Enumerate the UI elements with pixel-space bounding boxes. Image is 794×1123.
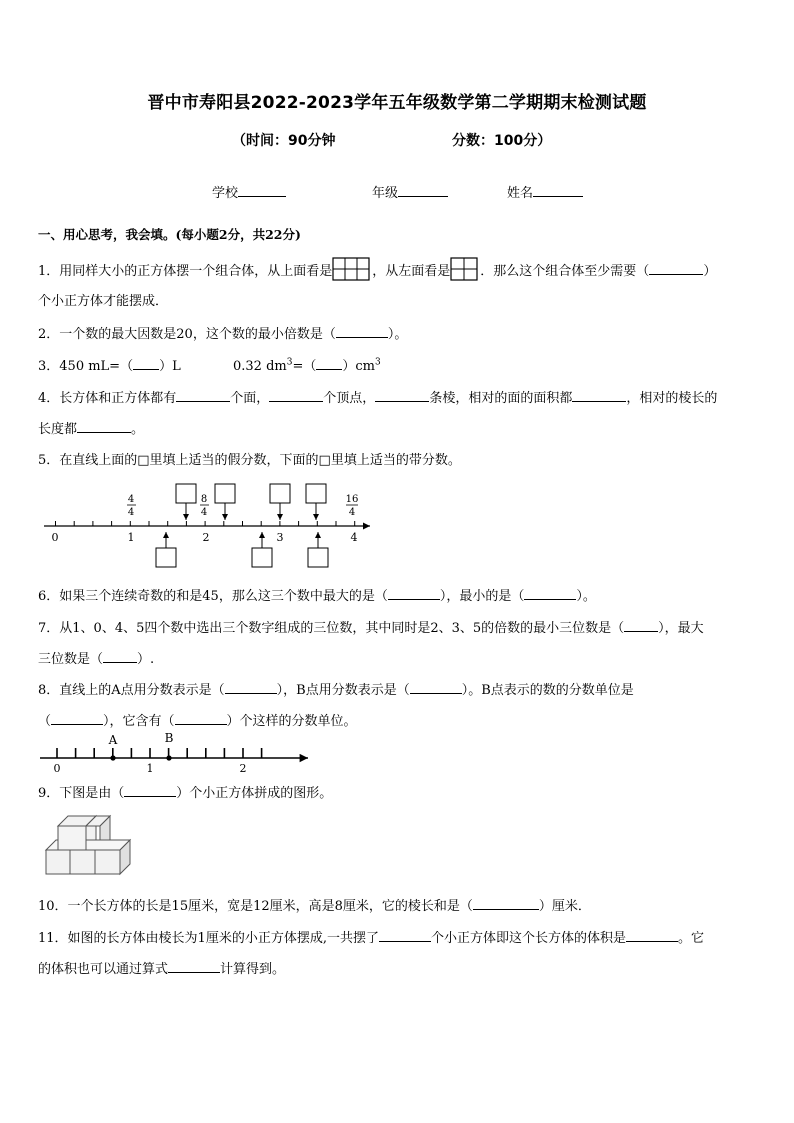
question-6 xyxy=(38,585,596,604)
q7-text-a: 7．从1、0、4、5四个数中选出三个数字组成的三位数，其中同时是2、3、5的倍数的最小三位数是（ xyxy=(38,621,625,636)
q4-text-g: 。 xyxy=(131,422,145,437)
answer-blank[interactable] xyxy=(375,389,429,402)
q1-text-e: 个小正方体才能摆成． xyxy=(38,294,169,309)
q3-text-e: =（ xyxy=(292,359,317,374)
answer-box[interactable] xyxy=(252,548,272,567)
school-label: 学校 xyxy=(212,186,239,201)
school-field[interactable] xyxy=(212,182,286,201)
answer-blank[interactable] xyxy=(649,262,703,275)
answer-box[interactable] xyxy=(215,484,235,503)
cubes-figure xyxy=(40,808,134,876)
question-8 xyxy=(38,679,634,698)
answer-blank[interactable] xyxy=(410,681,462,694)
q1-text-d: ） xyxy=(703,264,717,279)
q2-text-b: ）。 xyxy=(387,327,408,342)
tick-label: 1 xyxy=(146,762,154,775)
point-a xyxy=(110,755,115,760)
exam-time: （时间：90分钟 xyxy=(232,133,336,149)
answer-blank[interactable] xyxy=(168,960,220,973)
q11-text-e: 计算得到。 xyxy=(220,962,286,977)
tick-label: 2 xyxy=(239,762,247,775)
q3-text-a: 3．450 mL=（ xyxy=(38,359,134,374)
question-3 xyxy=(38,355,381,374)
point-b xyxy=(166,755,171,760)
q8-text-d: （ xyxy=(38,714,52,729)
answer-blank[interactable] xyxy=(524,587,576,600)
q3-text-f: ）cm xyxy=(342,359,375,374)
tick-label: 3 xyxy=(276,531,284,544)
q6-text-b: ），最小的是（ xyxy=(439,589,525,604)
q9-text-a: 9．下图是由（ xyxy=(38,786,125,801)
q7-text-b: ），最大 xyxy=(658,621,704,636)
q4-text-b: 个面， xyxy=(230,391,270,406)
q8-text-c: ）。B点表示的数的分数单位是 xyxy=(461,683,634,698)
tick-label: 0 xyxy=(51,531,59,544)
tick-label: 4 xyxy=(350,531,358,544)
tick-label: 0 xyxy=(53,762,61,775)
q4-text-a: 4．长方体和正方体都有 xyxy=(38,391,177,406)
q10-text-b: ）厘米． xyxy=(538,899,591,914)
q6-text-c: ）。 xyxy=(576,589,596,604)
name-label: 姓名 xyxy=(507,186,534,201)
fraction-denominator: 4 xyxy=(200,507,208,518)
answer-box[interactable] xyxy=(156,548,176,567)
answer-blank[interactable] xyxy=(379,929,431,942)
question-1 xyxy=(38,257,716,283)
q3-text-b: ）L xyxy=(159,359,181,374)
q3-exp1: 3 xyxy=(286,357,293,368)
question-2 xyxy=(38,323,407,342)
answer-blank[interactable] xyxy=(626,929,678,942)
answer-blank[interactable] xyxy=(103,650,137,663)
page-title: 晋中市寿阳县2022-2023学年五年级数学第二学期期末检测试题 xyxy=(147,93,647,113)
answer-blank[interactable] xyxy=(316,357,342,370)
top-view-figure xyxy=(332,257,372,283)
q8-text-a: 8．直线上的A点用分数表示是（ xyxy=(38,683,225,698)
question-10 xyxy=(38,895,591,914)
q8-number-line xyxy=(38,730,318,776)
q7-text-c: 三位数是（ xyxy=(38,652,104,667)
answer-box[interactable] xyxy=(270,484,290,503)
q11-text-b: 个小正方体即这个长方体的体积是 xyxy=(430,931,626,946)
q8-text-f: ）个这样的分数单位。 xyxy=(226,714,357,729)
q11-text-a: 11．如图的长方体由棱长为1厘米的小正方体摆成,一共摆了 xyxy=(38,931,379,946)
question-7 xyxy=(38,617,704,636)
q8-text-e: ），它含有（ xyxy=(103,714,175,729)
question-8-cont xyxy=(38,710,357,729)
q7-text-d: ）. xyxy=(137,652,155,667)
question-11 xyxy=(38,927,704,946)
q5-text: 5．在直线上面的□里填上适当的假分数，下面的□里填上适当的带分数。 xyxy=(38,453,461,468)
answer-box[interactable] xyxy=(308,548,328,567)
tick-label: 2 xyxy=(202,531,210,544)
q4-text-e: ，相对的棱长的 xyxy=(626,391,718,406)
q3-text-c: 0.32 dm xyxy=(233,359,287,374)
fraction-denominator: 4 xyxy=(127,507,135,518)
q1-text-c: ．那么这个组合体至少需要（ xyxy=(480,264,650,279)
q4-text-f: 长度都 xyxy=(38,422,78,437)
answer-blank[interactable] xyxy=(473,897,539,910)
answer-blank[interactable] xyxy=(77,420,131,433)
exam-score: 分数：100分） xyxy=(452,133,552,149)
question-4 xyxy=(38,387,717,406)
fraction-numerator: 16 xyxy=(345,494,359,505)
answer-box[interactable] xyxy=(306,484,326,503)
question-9 xyxy=(38,782,332,801)
left-view-figure xyxy=(450,257,480,283)
q1-text-a: 1．用同样大小的正方体摆一个组合体，从上面看是 xyxy=(38,264,333,279)
point-a-label: A xyxy=(108,733,118,747)
answer-blank[interactable] xyxy=(133,357,159,370)
point-b-label: B xyxy=(164,731,174,745)
question-11-cont xyxy=(38,958,285,977)
section-heading: 一、用心思考，我会填。(每小题2分，共22分) xyxy=(38,227,301,242)
fraction-numerator: 4 xyxy=(127,494,135,505)
q4-text-d: 条棱，相对的面的面积都 xyxy=(429,391,573,406)
answer-box[interactable] xyxy=(176,484,196,503)
answer-blank[interactable] xyxy=(269,389,323,402)
q3-exp2: 3 xyxy=(374,357,381,368)
tick-label: 1 xyxy=(127,531,135,544)
answer-blank[interactable] xyxy=(51,712,103,725)
answer-blank[interactable] xyxy=(388,587,440,600)
q4-text-c: 个顶点， xyxy=(323,391,376,406)
q1-text-b: ，从左面看是 xyxy=(372,264,451,279)
fraction-denominator: 4 xyxy=(348,507,356,518)
answer-blank[interactable] xyxy=(124,784,176,797)
answer-blank[interactable] xyxy=(175,712,227,725)
q2-text-a: 2．一个数的最大因数是20，这个数的最小倍数是（ xyxy=(38,327,336,342)
answer-blank[interactable] xyxy=(624,619,658,632)
q11-text-d: 的体积也可以通过算式 xyxy=(38,962,169,977)
answer-blank[interactable] xyxy=(176,389,230,402)
grade-field[interactable] xyxy=(372,182,448,201)
q5-number-line xyxy=(38,480,378,572)
question-7-cont xyxy=(38,648,154,667)
q8-text-b: ），B点用分数表示是（ xyxy=(276,683,410,698)
q10-text-a: 10．一个长方体的长是15厘米，宽是12厘米，高是8厘米，它的棱长和是（ xyxy=(38,899,473,914)
q9-text-b: ）个小正方体拼成的图形。 xyxy=(176,786,333,801)
q6-text-a: 6．如果三个连续奇数的和是45，那么这三个数中最大的是（ xyxy=(38,589,388,604)
answer-blank[interactable] xyxy=(572,389,626,402)
name-field[interactable] xyxy=(507,182,583,201)
q11-text-c: 。它 xyxy=(677,931,704,946)
answer-blank[interactable] xyxy=(225,681,277,694)
grade-label: 年级 xyxy=(372,186,399,201)
fraction-numerator: 8 xyxy=(200,494,208,505)
answer-blank[interactable] xyxy=(336,325,388,338)
question-4-cont xyxy=(38,418,144,437)
